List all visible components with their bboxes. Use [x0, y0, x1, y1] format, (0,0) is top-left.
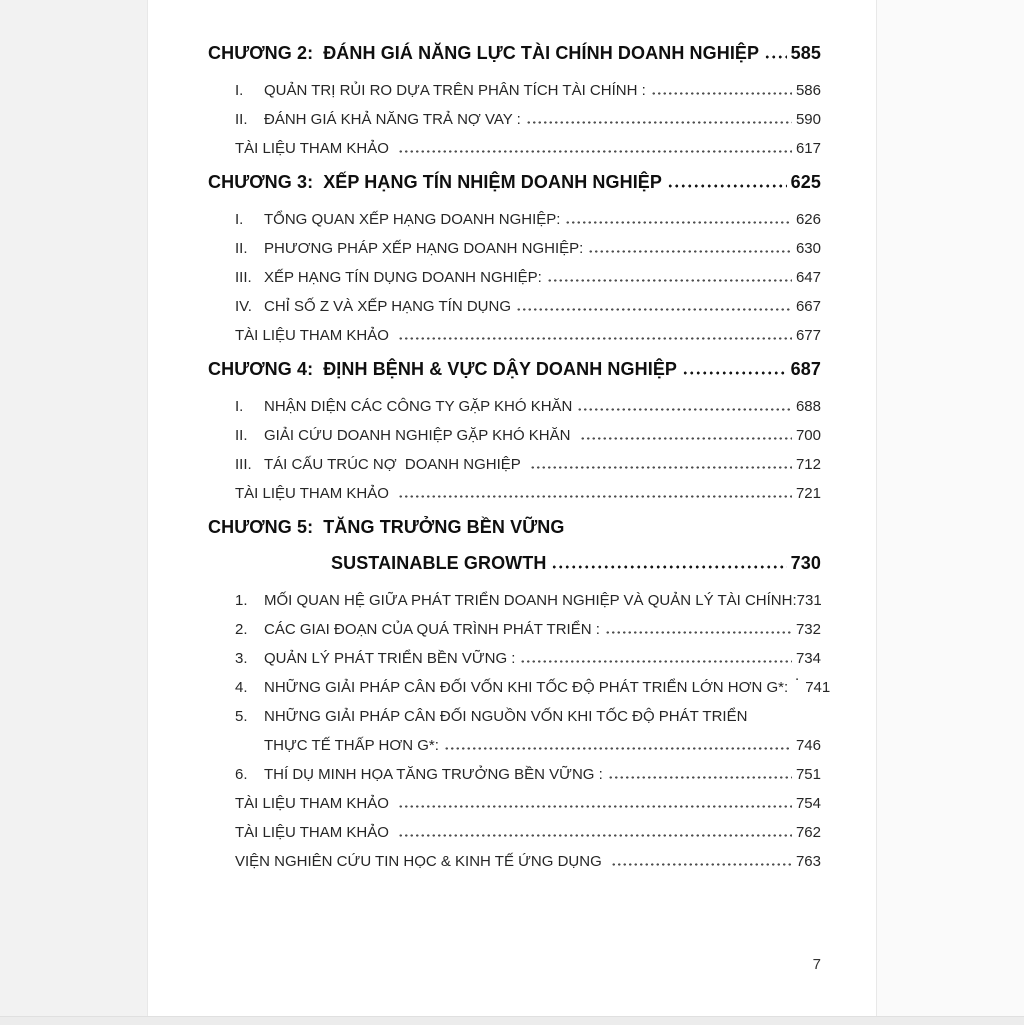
- toc-entry-page: 700: [795, 427, 821, 444]
- toc-entry-title: QUẢN LÝ PHÁT TRIỂN BỀN VỮNG :: [264, 650, 516, 667]
- toc-chapter-row: [208, 28, 821, 64]
- toc-chapter-row: [208, 344, 821, 380]
- dot-leader: [611, 841, 792, 870]
- toc-entry-page: 734: [795, 650, 821, 667]
- dot-leader: [565, 199, 792, 228]
- toc-entry-title: QUẢN TRỊ RỦI RO DỰA TRÊN PHÂN TÍCH TÀI CHÍNH :: [264, 82, 646, 99]
- dot-leader: [526, 99, 792, 128]
- toc-chapter-row: [208, 157, 821, 193]
- toc-entry-marker: 5.: [235, 708, 248, 725]
- dot-leader: [682, 344, 787, 380]
- dot-leader: [577, 386, 792, 415]
- toc-entry-title: CHỈ SỐ Z VÀ XẾP HẠNG TÍN DỤNG: [264, 298, 511, 315]
- toc-entry-page: 741: [805, 679, 831, 696]
- toc-entry-title: ĐÁNH GIÁ KHẢ NĂNG TRẢ NỢ VAY :: [264, 111, 521, 128]
- toc-entry-marker: I.: [235, 398, 244, 415]
- toc-item-row: [208, 128, 821, 157]
- toc-entry-page: 746: [795, 737, 821, 754]
- left-margin-area: [0, 0, 147, 1016]
- toc-entry-title: THỰC TẾ THẤP HƠN G*:: [264, 737, 439, 754]
- toc-entry-title: ĐÁNH GIÁ NĂNG LỰC TÀI CHÍNH DOANH NGHIỆP: [323, 43, 760, 63]
- dot-leader: .: [795, 667, 800, 684]
- right-margin-area: [878, 0, 1024, 1016]
- toc-entry-marker: 6.: [235, 766, 248, 783]
- toc-entry-page: 688: [795, 398, 821, 415]
- toc-entry-title: TĂNG TRƯỞNG BỀN VỮNG: [323, 517, 565, 537]
- dot-leader: [764, 28, 787, 64]
- table-of-contents: [208, 28, 831, 870]
- toc-entry-marker: II.: [235, 111, 248, 128]
- toc-item-row: [208, 257, 821, 286]
- dot-leader: [520, 638, 791, 667]
- toc-entry-title: THÍ DỤ MINH HỌA TĂNG TRƯỞNG BỀN VỮNG :: [264, 766, 603, 783]
- toc-entry-title: CÁC GIAI ĐOẠN CỦA QUÁ TRÌNH PHÁT TRIỂN :: [264, 621, 600, 638]
- dot-leader: [398, 473, 792, 502]
- dot-leader: [608, 754, 792, 783]
- chapter-label: CHƯƠNG 2:: [208, 43, 314, 63]
- toc-entry-page: 617: [795, 140, 821, 157]
- toc-entry-title: TÁI CẤU TRÚC NỢ DOANH NGHIỆP: [264, 456, 525, 473]
- dot-leader: [551, 538, 786, 574]
- toc-item-row: [208, 99, 821, 128]
- toc-item-row: [208, 638, 821, 667]
- toc-entry-marker: I.: [235, 211, 244, 228]
- toc-entry-page: 762: [795, 824, 821, 841]
- toc-item-row: [208, 696, 821, 725]
- toc-entry-title: PHƯƠNG PHÁP XẾP HẠNG DOANH NGHIỆP:: [264, 240, 584, 257]
- toc-entry-title: NHỮNG GIẢI PHÁP CÂN ĐỐI VỐN KHI TỐC ĐỘ PHÁT TRIỂN LỚN HƠN G*:: [264, 679, 789, 696]
- toc-entry-marker: 3.: [235, 650, 248, 667]
- dot-leader: [605, 609, 792, 638]
- toc-item-row: [208, 228, 821, 257]
- toc-item-row: [208, 609, 821, 638]
- toc-item-row: [208, 415, 821, 444]
- toc-entry-page: 687: [790, 359, 821, 379]
- toc-entry-title: SUSTAINABLE GROWTH: [331, 553, 547, 573]
- toc-item-row: [208, 783, 821, 812]
- toc-entry-page: 712: [795, 456, 821, 473]
- toc-item-row: [208, 386, 821, 415]
- toc-entry-page: 585: [790, 43, 821, 63]
- toc-entry-page: 730: [790, 553, 821, 573]
- toc-entry-title: NHỮNG GIẢI PHÁP CÂN ĐỐI NGUỒN VỐN KHI TỐC ĐỘ PHÁT TRIỂN: [264, 708, 748, 725]
- toc-entry-title: XẾP HẠNG TÍN DỤNG DOANH NGHIỆP:: [264, 269, 542, 286]
- toc-item-row: [208, 812, 821, 841]
- toc-entry-page: 626: [795, 211, 821, 228]
- toc-entry-page: 751: [795, 766, 821, 783]
- toc-item-row: [208, 580, 821, 609]
- toc-item-row: [208, 754, 821, 783]
- toc-entry-marker: II.: [235, 240, 248, 257]
- dot-leader: [444, 725, 792, 754]
- toc-entry-marker: IV.: [235, 298, 252, 315]
- toc-item-row: [208, 473, 821, 502]
- book-page: [147, 0, 877, 1016]
- page-number: 7: [812, 956, 821, 973]
- toc-item-row: [208, 667, 831, 696]
- toc-entry-title: TÀI LIỆU THAM KHẢO: [235, 327, 394, 344]
- toc-entry-marker: III.: [235, 269, 252, 286]
- toc-entry-marker: 4.: [235, 679, 248, 696]
- toc-entry-page: 731: [796, 592, 822, 609]
- toc-entry-title: GIẢI CỨU DOANH NGHIỆP GẶP KHÓ KHĂN: [264, 427, 575, 444]
- toc-entry-title: MỐI QUAN HỆ GIỮA PHÁT TRIỂN DOANH NGHIỆP VÀ QUẢN LÝ TÀI CHÍNH:: [264, 592, 797, 609]
- chapter-label: CHƯƠNG 4:: [208, 359, 314, 379]
- toc-entry-page: 630: [795, 240, 821, 257]
- toc-entry-page: 721: [795, 485, 821, 502]
- toc-item-row: [208, 199, 821, 228]
- toc-item-row: [208, 70, 821, 99]
- toc-item-row: [208, 444, 821, 473]
- toc-entry-page: 677: [795, 327, 821, 344]
- toc-entry-title: ĐỊNH BỆNH & VỰC DẬY DOANH NGHIỆP: [323, 359, 678, 379]
- toc-entry-title: TÀI LIỆU THAM KHẢO: [235, 824, 394, 841]
- dot-leader: [398, 128, 792, 157]
- chapter-label: CHƯƠNG 5:: [208, 517, 314, 537]
- toc-entry-marker: 2.: [235, 621, 248, 638]
- toc-continuation-row: [208, 725, 821, 754]
- toc-entry-page: 763: [795, 853, 821, 870]
- toc-item-row: [208, 315, 821, 344]
- toc-entry-title: VIỆN NGHIÊN CỨU TIN HỌC & KINH TẾ ỨNG DỤNG: [235, 853, 606, 870]
- dot-leader: [547, 257, 792, 286]
- dot-leader: [398, 812, 792, 841]
- toc-entry-page: 647: [795, 269, 821, 286]
- dot-leader: [398, 783, 792, 812]
- toc-entry-marker: I.: [235, 82, 244, 99]
- toc-entry-marker: III.: [235, 456, 252, 473]
- toc-continuation-row: [208, 538, 821, 574]
- toc-entry-page: 754: [795, 795, 821, 812]
- dot-leader: [516, 286, 792, 315]
- toc-entry-page: 590: [795, 111, 821, 128]
- toc-entry-title: TÀI LIỆU THAM KHẢO: [235, 795, 394, 812]
- dot-leader: [580, 415, 792, 444]
- toc-entry-title: TÀI LIỆU THAM KHẢO: [235, 140, 394, 157]
- toc-entry-page: 667: [795, 298, 821, 315]
- dot-leader: [667, 157, 787, 193]
- toc-entry-page: 732: [795, 621, 821, 638]
- toc-entry-title: XẾP HẠNG TÍN NHIỆM DOANH NGHIỆP: [323, 172, 663, 192]
- toc-item-row: [208, 841, 821, 870]
- toc-entry-title: TỔNG QUAN XẾP HẠNG DOANH NGHIỆP:: [264, 211, 561, 228]
- dot-leader: [530, 444, 792, 473]
- dot-leader: [651, 70, 792, 99]
- dot-leader: [398, 315, 792, 344]
- chapter-label: CHƯƠNG 3:: [208, 172, 314, 192]
- toc-entry-page: 586: [795, 82, 821, 99]
- dot-leader: [588, 228, 792, 257]
- toc-entry-marker: 1.: [235, 592, 248, 609]
- toc-entry-title: NHẬN DIỆN CÁC CÔNG TY GẶP KHÓ KHĂN: [264, 398, 573, 415]
- toc-entry-marker: II.: [235, 427, 248, 444]
- toc-item-row: [208, 286, 821, 315]
- toc-chapter-row: [208, 502, 821, 538]
- toc-entry-title: TÀI LIỆU THAM KHẢO: [235, 485, 394, 502]
- toc-entry-page: 625: [790, 172, 821, 192]
